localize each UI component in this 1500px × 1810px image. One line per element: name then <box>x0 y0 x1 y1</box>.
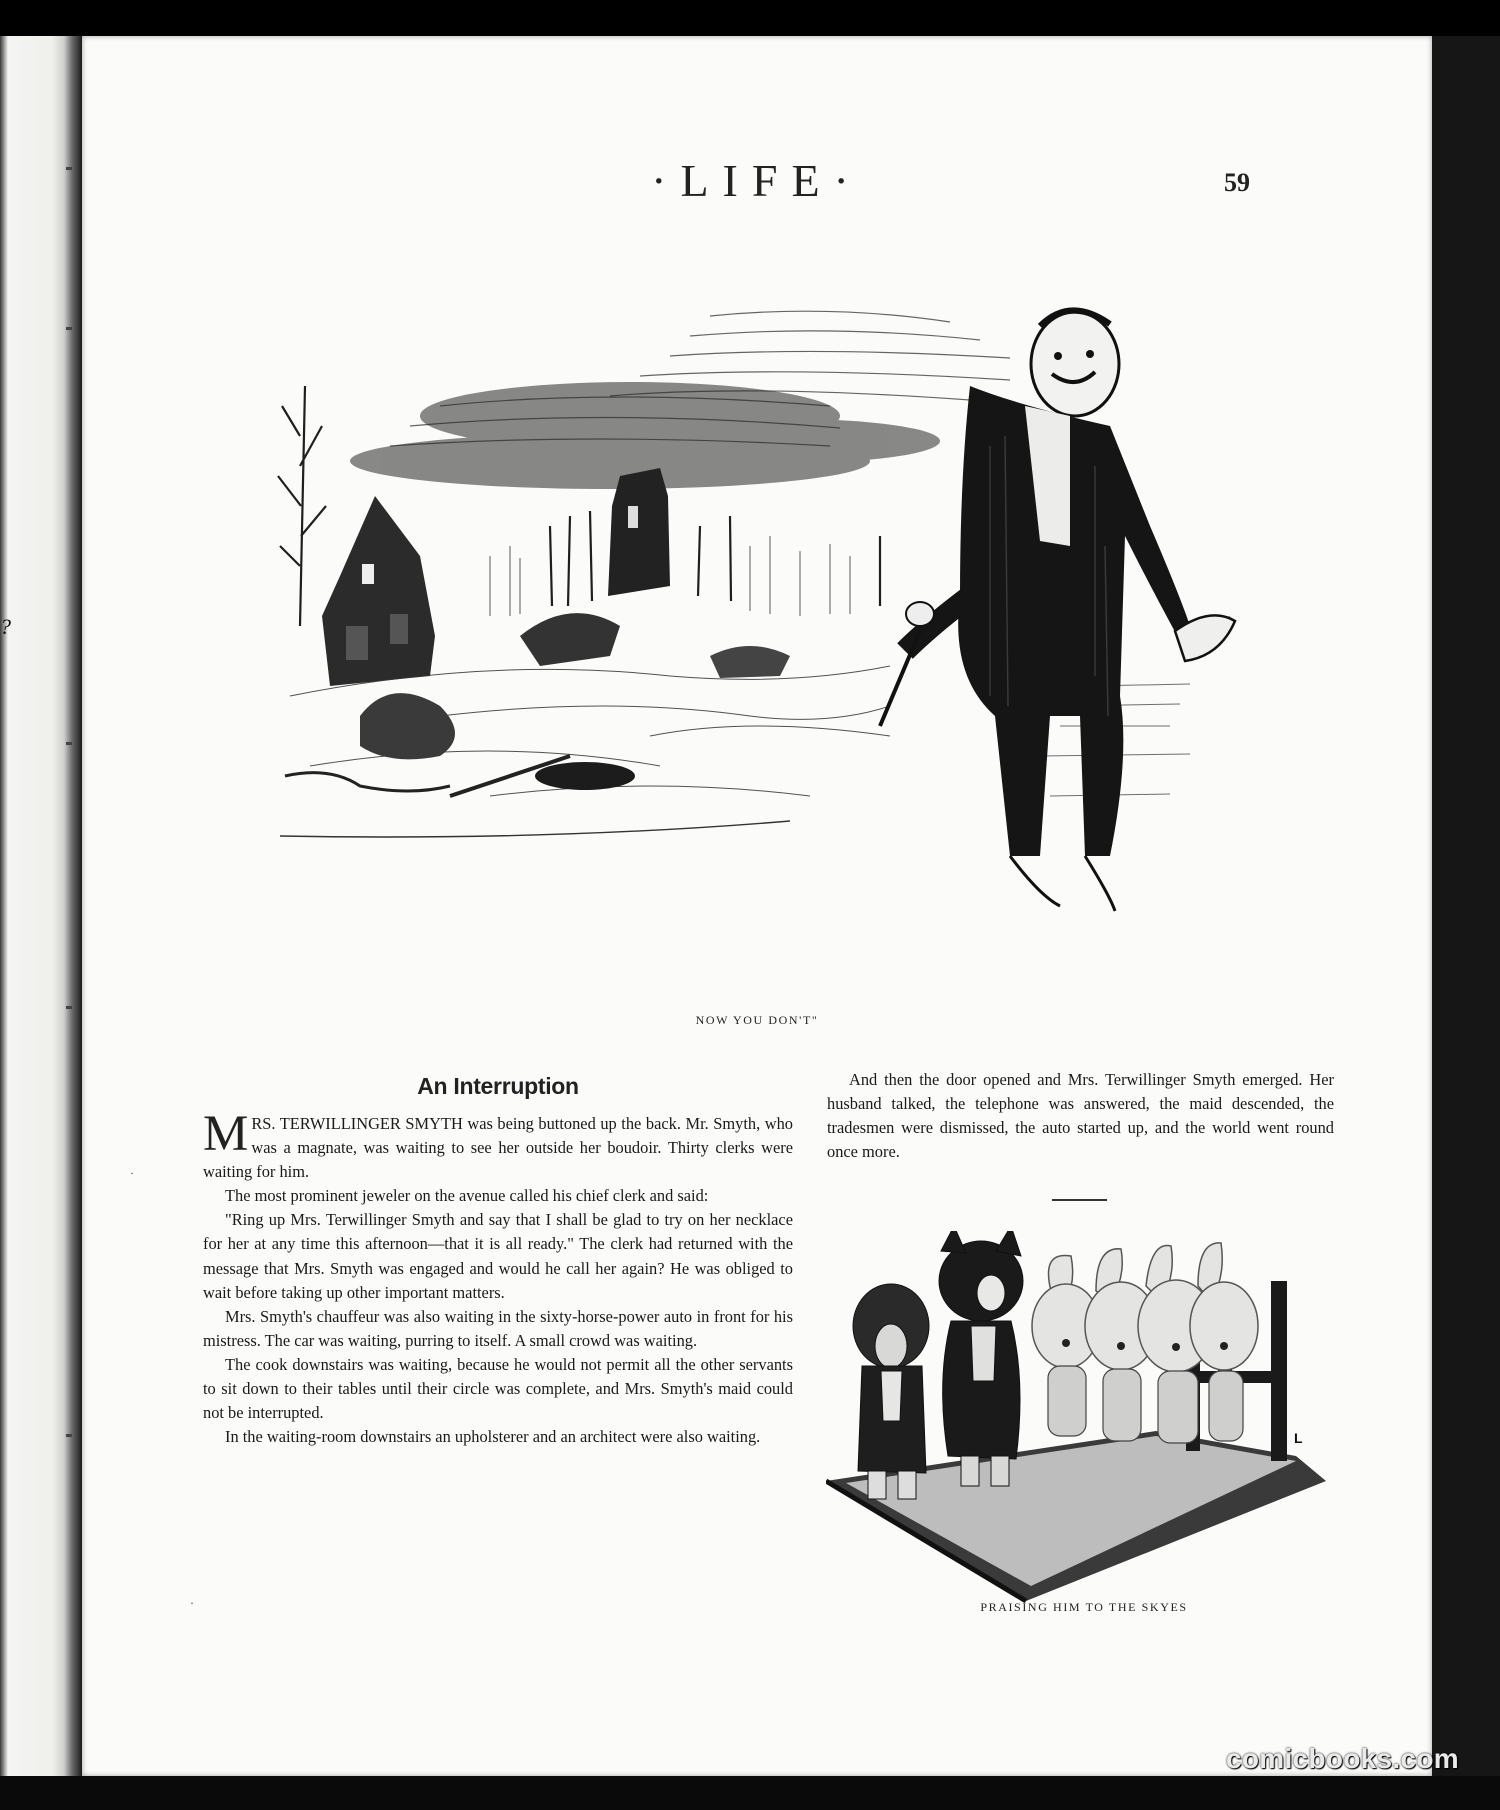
paragraph-text: RS. TERWILLINGER SMYTH was being buttoned up the back. Mr. Smyth, who was a magnate, was waiting to see her outside her boudoir. Thirty clerks were waiting for him. <box>203 1114 793 1182</box>
spine-mark <box>66 167 72 170</box>
article-title: An Interruption <box>417 1073 579 1099</box>
print-speck: · <box>190 1596 194 1610</box>
page-number: 59 <box>1224 168 1250 197</box>
article-paragraph: The most prominent jeweler on the avenue called his chief clerk and said: <box>225 1186 709 1206</box>
scan-bottom-border <box>0 1776 1500 1810</box>
masthead: ·LIFE· <box>651 155 863 206</box>
scan-top-border <box>0 0 1500 36</box>
facing-page-mark: ? <box>0 614 11 639</box>
article-paragraph: In the waiting-room downstairs an upholsterer and an architect were also waiting. <box>225 1427 761 1447</box>
article-paragraph: Mrs. Smyth's chauffeur was also waiting in the sixty-horse-power auto in front for his mistress. The car was waiting, purring to itself. A small crowd was waiting. <box>203 1306 793 1350</box>
article-paragraph: "Ring up Mrs. Terwillinger Smyth and say that I shall be glad to try on her necklace for her at any time this afternoon—that it is all ready." The clerk had returned with the message that Mrs. Smyth was engaged and would he call her again? He was obliged to wait before taking up other important matters. <box>203 1210 793 1302</box>
magazine-page <box>82 36 1432 1776</box>
illustration-dogs-on-rug <box>826 1231 1406 1631</box>
dark-dog <box>939 1231 1023 1486</box>
top-illustration-caption: NOW YOU DON'T" <box>695 1013 819 1027</box>
scan-right-border <box>1432 36 1500 1810</box>
section-rule <box>1052 1199 1107 1201</box>
article-right-column <box>827 1068 1334 1164</box>
article-paragraph: And then the door opened and Mrs. Terwillinger Smyth emerged. Her husband talked, the telephone was answered, the maid descended, the tradesmen were dismissed, the auto started up, and the world went round once more. <box>827 1070 1334 1162</box>
article-left-column <box>203 1068 793 1449</box>
spine-mark <box>66 327 72 330</box>
artist-signature: L <box>1294 1430 1303 1446</box>
spine-mark <box>66 742 72 745</box>
spine-mark <box>66 1434 72 1437</box>
drop-cap: M <box>203 1106 249 1162</box>
facing-page-edge <box>0 36 82 1776</box>
skye-terriers <box>1032 1243 1258 1443</box>
watermark: comicbooks.com <box>1226 1743 1459 1774</box>
article-paragraph: The cook downstairs was waiting, because he would not permit all the other servants to sit down to their tables until their circle was complete, and Mrs. Smyth's maid could not be interrupted. <box>203 1354 793 1423</box>
small-dog <box>853 1284 929 1499</box>
article-paragraph <box>203 1106 793 1184</box>
print-speck: · <box>130 1166 134 1180</box>
bottom-illustration-caption: PRAISING HIM TO THE SKYES <box>980 1600 1188 1614</box>
spine-mark <box>66 1006 72 1009</box>
illustration-ruins-gentleman <box>190 296 1440 986</box>
gentleman-figure <box>880 310 1235 911</box>
